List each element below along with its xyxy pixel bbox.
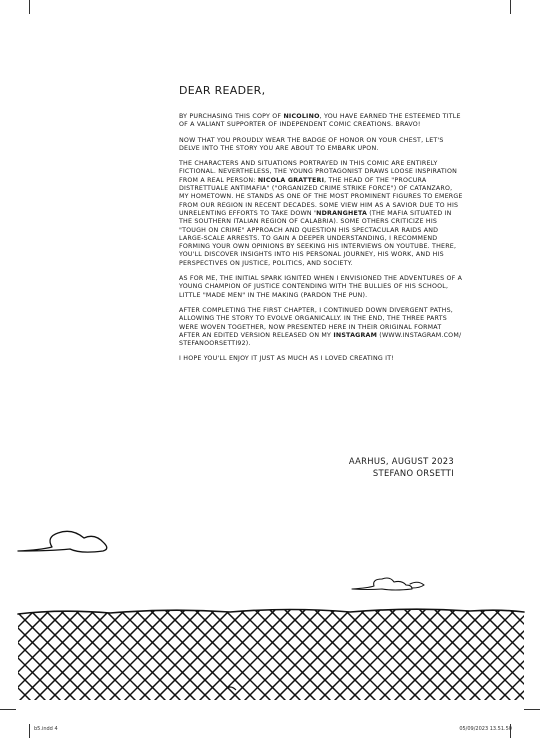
crop-mark-top-left: [29, 0, 30, 14]
fence-illustration: [0, 500, 540, 710]
paragraph-text: (WWW.INSTAGRAM.COM/ STEFANOORSETTI92).: [179, 331, 462, 348]
letter-paragraph: [179, 355, 464, 363]
bold-term: INSTAGRAM: [333, 331, 378, 339]
paragraph-text: I HOPE YOU'LL ENJOY IT JUST AS MUCH AS I LOVED CREATING IT!: [179, 355, 394, 363]
paragraph-text: NOW THAT YOU PROUDLY WEAR THE BADGE OF HONOR ON YOUR CHEST, LET'S DELVE INTO THE STORY YOU ARE ABOUT TO EMBARK UPON.: [179, 136, 444, 152]
letter-paragraphs: [179, 113, 464, 364]
letter-paragraph: [179, 113, 464, 130]
letter-paragraph: [179, 275, 464, 300]
cloud-left: [18, 531, 107, 552]
letter-paragraph: [179, 307, 464, 348]
crop-mark-bottom-left-vertical: [29, 724, 30, 738]
bold-term: 'NDRANGHETA: [314, 209, 368, 217]
place-date: AARHUS, AUGUST 2023: [348, 456, 454, 466]
paragraph-text: AFTER COMPLETING THE FIRST CHAPTER, I CONTINUED DOWN DIVERGENT PATHS, ALLOWING THE STORY TO EVOLVE ORGANICALLY. IN THE END, THE THREE PARTS WERE WOVEN TOGETHER, NOW PRESENTED HERE IN THEIR ORIGINAL FORMAT AFTER AN EDITED VERSION RELEASED ON MY: [179, 306, 453, 339]
letter-paragraph: [179, 160, 464, 268]
slug-datetime: 05/09/2023 13.51.50: [459, 726, 512, 732]
chain-link-mesh: [0, 605, 540, 705]
letter-body: [179, 84, 464, 371]
salutation: DEAR READER,: [179, 84, 266, 97]
bold-term: NICOLA GRATTERI: [257, 176, 325, 184]
paragraph-text: AS FOR ME, THE INITIAL SPARK IGNITED WHEN I ENVISIONED THE ADVENTURES OF A YOUNG CHAMPION OF JUSTICE CONTENDING WITH THE BULLIES OF HIS SCHOOL, LITTLE "MADE MEN" IN THE MAKING (PARDON THE PUN).: [179, 275, 463, 299]
letter-paragraph: [179, 137, 464, 154]
paragraph-text: THE CHARACTERS AND SITUATIONS PORTRAYED IN THIS COMIC ARE ENTIRELY FICTIONAL. NEVERTHELESS, THE YOUNG PROTAGONIST DRAWS LOOSE INSPIRATION FROM A REAL PERSON:: [179, 160, 458, 184]
paragraph-text: (THE MAFIA SITUATED IN THE SOUTHERN ITALIAN REGION OF CALABRIA). SOME OTHERS CRITICIZE HIS "TOUGH ON CRIME" APPROACH AND QUESTION HIS SPECTACULAR RAIDS AND LARGE-SCALE ARRESTS. TO GAIN A DEEPER UNDERSTANDING, I RECOMMEND FORMING YOUR OWN OPINIONS BY SEEKING HIS INTERVIEWS ON YOUTUBE. THERE, YOU'LL DISCOVER INSIGHTS INTO HIS PERSONAL JOURNEY, HIS WORK, AND HIS PERSPECTIVES ON JUSTICE, POLITICS, AND SOCIETY.: [179, 209, 457, 267]
paragraph-text: , YOU HAVE EARNED THE ESTEEMED TITLE OF A VALIANT SUPPORTER OF INDEPENDENT COMIC CREATIONS. BRAVO!: [179, 113, 461, 129]
slug-filename: b5.indd 4: [34, 726, 58, 732]
crop-mark-top-right: [510, 0, 511, 14]
paragraph-text: BY PURCHASING THIS COPY OF: [179, 113, 284, 120]
cloud-right: [352, 578, 412, 590]
author-name: STEFANO ORSETTI: [372, 468, 454, 478]
bold-term: NICOLINO: [283, 113, 320, 120]
paragraph-text: , THE HEAD OF THE "PROCURA DISTRETTUALE ANTIMAFIA" ("ORGANIZED CRIME STRIKE FORCE") OF CATANZARO, MY HOMETOWN. HE STANDS AS ONE OF THE MOST PROMINENT FIGURES TO EMERGE FROM OUR REGION IN RECENT DECADES. SOME VIEW HIM AS A SAVIOR DUE TO HIS UNRELENTING EFFORTS TO TAKE DOWN: [179, 176, 463, 217]
signoff: [349, 455, 454, 479]
